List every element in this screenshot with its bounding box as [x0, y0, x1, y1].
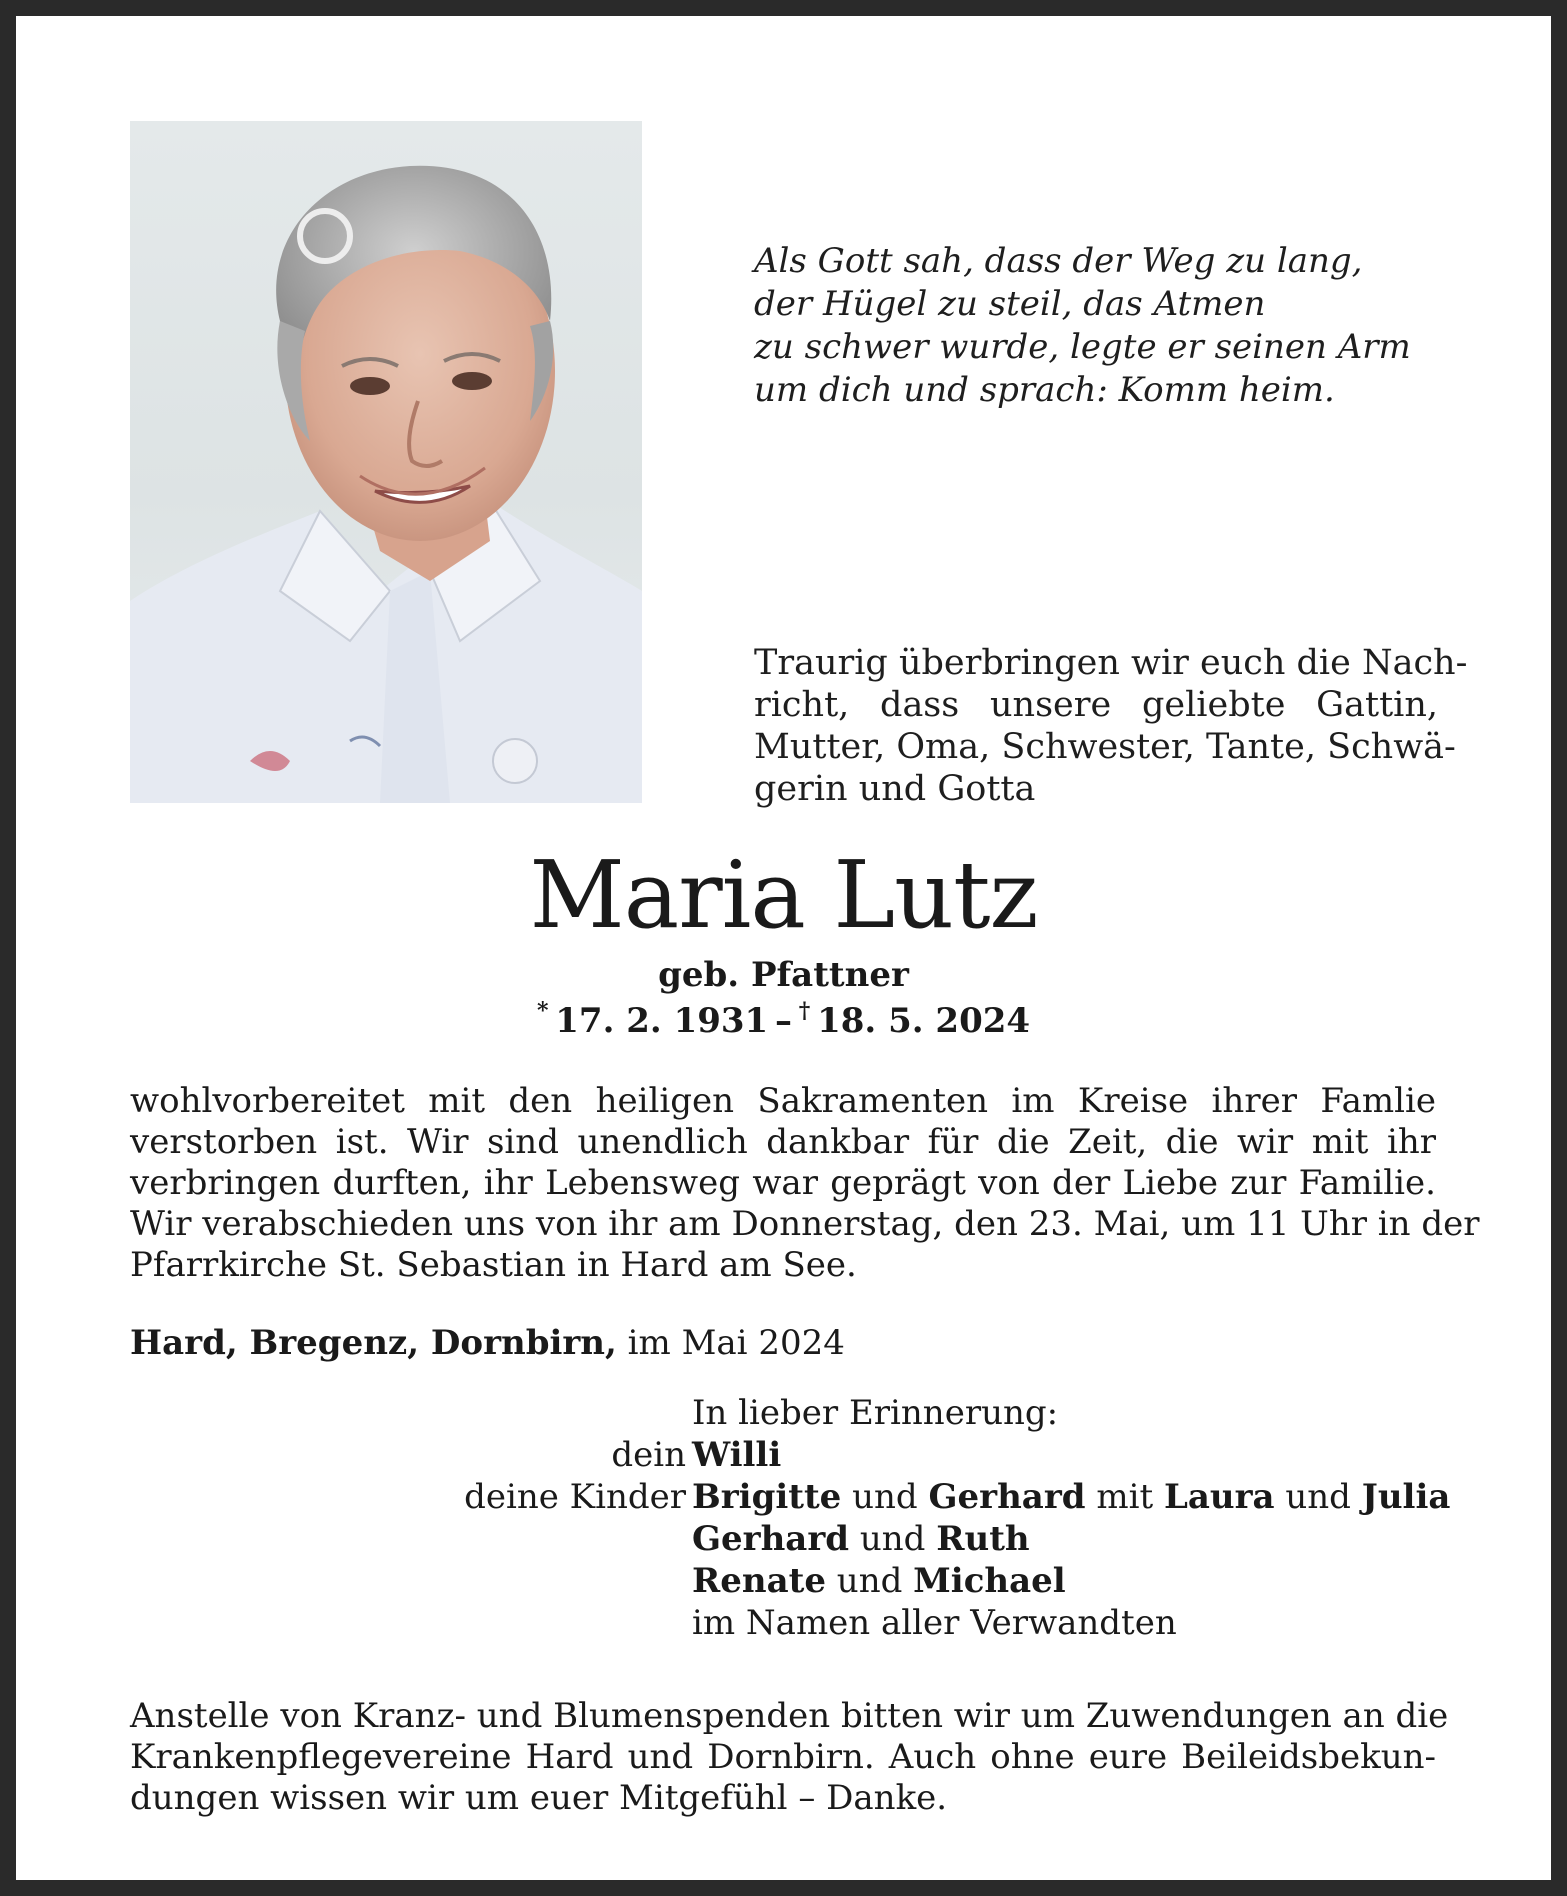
conjunction: und: [836, 1561, 903, 1601]
conjunction: und: [1285, 1477, 1351, 1517]
deceased-name: Maria Lutz: [529, 841, 1038, 949]
children-line-1: [692, 1476, 1450, 1518]
birth-symbol: *: [536, 998, 549, 1024]
partner-name: Michael: [913, 1561, 1066, 1601]
signature-heading: In lieber Erinnerung:: [692, 1393, 1059, 1433]
closing-line: Anstelle von Kranz- und Blumenspenden bitten wir um Zuwendungen an die: [130, 1696, 1449, 1736]
children-label: deine Kinder: [464, 1477, 686, 1517]
intro-line: Mutter, Oma, Schwester, Tante, Schwä-: [754, 727, 1456, 767]
date-text: im Mai 2024: [627, 1323, 845, 1363]
birth-date: 17. 2. 1931: [555, 1001, 769, 1041]
life-dates: [0, 999, 1567, 1043]
conjunction: und: [859, 1519, 926, 1559]
date-separator: –: [775, 1001, 792, 1041]
portrait-illustration: [130, 121, 642, 803]
body-line: Pfarrkirche St. Sebastian in Hard am See.: [130, 1245, 857, 1285]
grandchild-name: Julia: [1361, 1477, 1451, 1517]
closing-note: [130, 1696, 1449, 1819]
child-name: Brigitte: [692, 1477, 842, 1517]
death-symbol: †: [798, 998, 811, 1024]
children-line-2: [692, 1518, 1030, 1560]
closing-line: dungen wissen wir um euer Mitgefühl – Danke.: [130, 1778, 948, 1818]
announcement-body: [130, 1081, 1480, 1286]
intro-line: gerin und Gotta: [754, 769, 1036, 809]
body-line: Wir verabschieden uns von ihr am Donnerstag, den 23. Mai, um 11 Uhr in der: [130, 1204, 1480, 1244]
poem-quote: [754, 240, 1411, 412]
place-date: [130, 1322, 845, 1364]
quote-line: der Hügel zu steil, das Atmen: [754, 284, 1266, 324]
partner-name: Gerhard: [928, 1477, 1086, 1517]
husband-label: dein: [611, 1435, 686, 1475]
intro-line: richt, dass unsere geliebte Gattin,: [754, 685, 1438, 725]
portrait-photo: [130, 121, 642, 803]
husband-name: Willi: [692, 1435, 782, 1475]
places: Hard, Bregenz, Dornbirn,: [130, 1323, 617, 1363]
maiden-name: geb. Pfattner: [658, 955, 909, 995]
death-date: 18. 5. 2024: [817, 1001, 1031, 1041]
body-line: verstorben ist. Wir sind unendlich dankbar für die Zeit, die wir mit ihr: [130, 1122, 1436, 1162]
grandchild-name: Laura: [1163, 1477, 1275, 1517]
announcement-intro: [754, 642, 1468, 810]
relatives-line: im Namen aller Verwandten: [692, 1603, 1177, 1643]
partner-name: Ruth: [936, 1519, 1030, 1559]
intro-line: Traurig überbringen wir euch die Nach-: [754, 643, 1468, 683]
conjunction: und: [852, 1477, 918, 1517]
body-line: verbringen durften, ihr Lebensweg war geprägt von der Liebe zur Familie.: [130, 1163, 1436, 1203]
quote-line: um dich und sprach: Komm heim.: [754, 370, 1335, 410]
children-line-3: [692, 1560, 1066, 1602]
closing-line: Krankenpflegevereine Hard und Dornbirn. Auch ohne eure Beileidsbekun-: [130, 1737, 1436, 1777]
child-name: Renate: [692, 1561, 826, 1601]
quote-line: Als Gott sah, dass der Weg zu lang,: [754, 241, 1363, 281]
quote-line: zu schwer wurde, legte er seinen Arm: [754, 327, 1411, 367]
signatures: [0, 1392, 1567, 1644]
conjunction: mit: [1096, 1477, 1154, 1517]
body-line: wohlvorbereitet mit den heiligen Sakramenten im Kreise ihrer Famlie: [130, 1081, 1436, 1121]
child-name: Gerhard: [692, 1519, 850, 1559]
